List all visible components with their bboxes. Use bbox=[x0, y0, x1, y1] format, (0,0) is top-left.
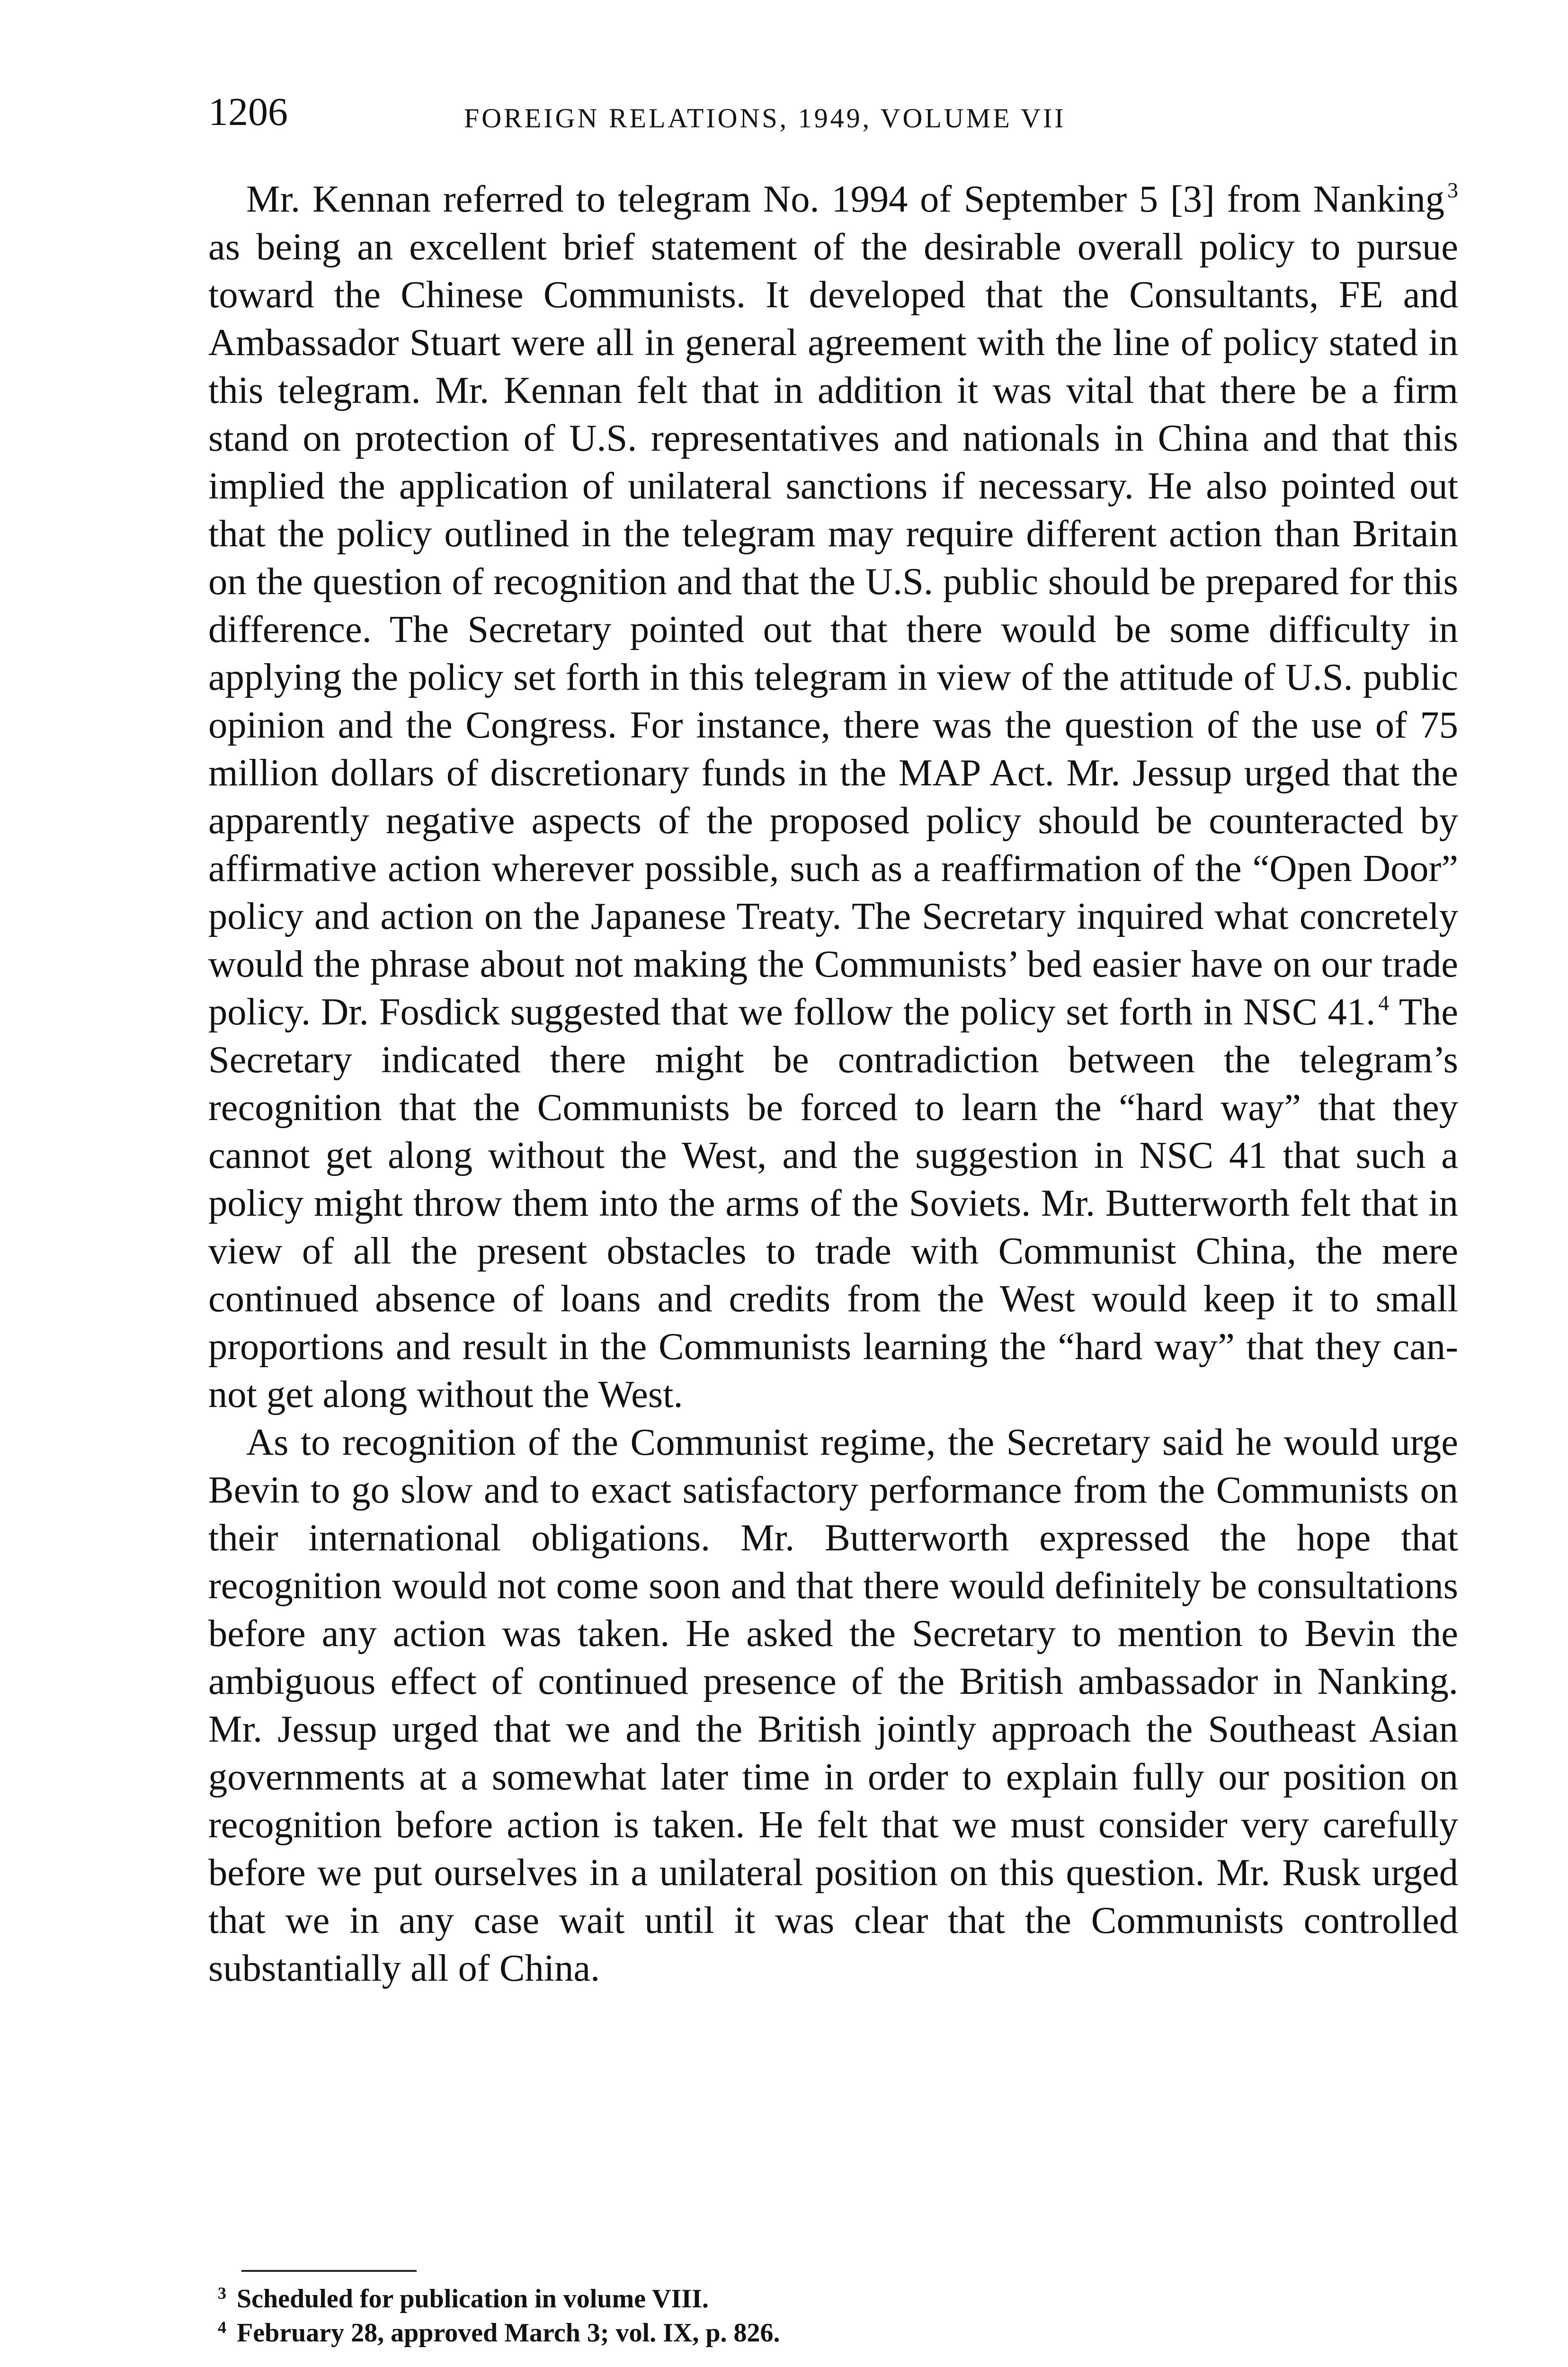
paragraph-2: As to recognition of the Communist regime, the Secretary said he would urge Bevin to go slow and to exact satisfactory performance from the Communists on their international obligations. Mr. Butterworth expressed the hope that recognition would not come soon and that there would definitely be consultations before any action was taken. He asked the Secretary to mention to Bevin the ambiguous effect of continued presence of the British ambassador in Nanking. Mr. Jessup urged that we and the British jointly approach the Southeast Asian governments at a somewhat later time in order to explain fully our position on recognition before action is taken. He felt that we must consider very carefully before we put ourselves in a unilateral position on this question. Mr. Rusk urged that we in any case wait until it was clear that the Communists controlled substantially all of China. bbox=[208, 1421, 1458, 1989]
running-title: FOREIGN RELATIONS, 1949, VOLUME VII bbox=[464, 103, 1066, 133]
footnote-text: Scheduled for publication in volume VIII. bbox=[237, 2284, 709, 2314]
footnote-ref-4: 4 bbox=[1378, 991, 1390, 1015]
footnote-ref-3: 3 bbox=[1447, 178, 1458, 202]
footnote-divider bbox=[241, 2270, 417, 2272]
page-number: 1206 bbox=[208, 90, 288, 134]
body-text bbox=[208, 175, 1458, 1992]
footnote-mark: 4 bbox=[218, 2318, 226, 2337]
footnote-3 bbox=[208, 2282, 1458, 2316]
paragraph-1-text-b: as being an excellent brief statement of the desirable overall policy to pursue toward the Chinese Communists. It developed that the Consultants, FE and Ambassador Stuart were all in general agreement with the line of policy stated in this telegram. Mr. Kennan felt that in addition it was vital that there be a firm stand on protection of U.S. representatives and nationals in China and that this implied the application of unilateral sanctions if necessary. He also pointed out that the policy outlined in the telegram may require different action than Britain on the question of recognition and that the U.S. public should be prepared for this difference. The Secretary pointed out that there would be some difficulty in applying the policy set forth in this telegram in view of the attitude of U.S. public opinion and the Congress. For instance, there was the question of the use of 75 million dollars of discretionary funds in the MAP Act. Mr. Jessup urged that the apparently negative aspects of the proposed policy should be counteracted by affirmative action wherever possible, such as a reaffirmation of the “Open Door” policy and action on the Japanese Treaty. The Secretary inquired what concretely would the phrase about not making the Communists’ bed easier have on our trade policy. Dr. Fosdick suggested that we follow the policy set forth in NSC 41. bbox=[208, 226, 1458, 1033]
footnote-text: February 28, approved March 3; vol. IX, p. 826. bbox=[237, 2318, 780, 2348]
footnotes bbox=[208, 2282, 1458, 2350]
footnote-4 bbox=[208, 2316, 1458, 2350]
paragraph-1 bbox=[208, 175, 1458, 1418]
paragraph-1-text-a: Mr. Kennan referred to telegram No. 1994 of September 5 [3] from Nanking bbox=[246, 178, 1444, 220]
paragraph-1-text-c: The Secretary indicated there might be contradiction between the telegram’s recognition that the Communists be forced to learn the “hard way” that they cannot get along without the West, and the suggestion in NSC 41 that such a policy might throw them into the arms of the Soviets. Mr. Butterworth felt that in view of all the present obstacles to trade with Communist China, the mere continued absence of loans and credits from the West would keep it to small proportions and result in the Communists learning the “hard way” that they cannot get along without the West. bbox=[208, 991, 1459, 1415]
running-head bbox=[208, 92, 1458, 144]
footnote-mark: 3 bbox=[218, 2284, 226, 2303]
